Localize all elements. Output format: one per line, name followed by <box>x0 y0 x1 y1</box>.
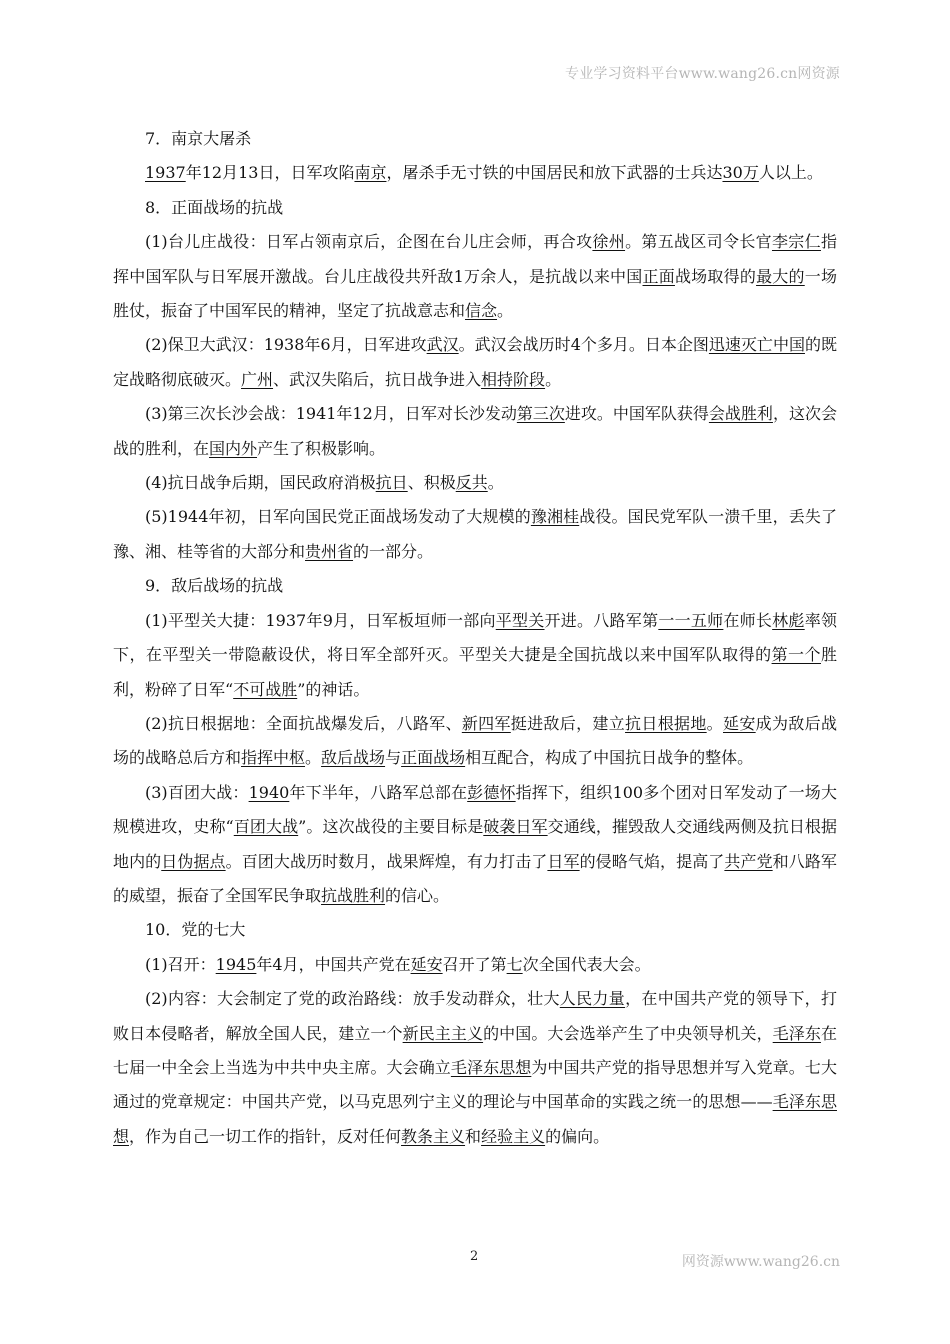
text-run: 一场胜仗，振奋了中国军民的精神，坚定了抗战意志和 <box>113 266 837 321</box>
text-run: 在师长 <box>723 610 773 630</box>
underlined-answer: 最大的 <box>756 266 805 286</box>
text-run: 。 <box>487 473 504 493</box>
underlined-answer: 毛泽东思想 <box>113 1092 837 1146</box>
text-run: 的侵略气焰，提高了 <box>579 851 725 871</box>
underlined-answer: 彭德怀 <box>467 782 516 802</box>
paragraph <box>113 604 837 707</box>
text-run: 挺进敌后，建立 <box>510 713 626 733</box>
underlined-answer: 正面战场 <box>401 748 466 768</box>
underlined-answer: 日伪据点 <box>161 851 226 871</box>
underlined-answer: 毛泽东 <box>772 1023 821 1043</box>
underlined-answer: 会战胜利 <box>708 404 773 424</box>
text-run: 和八路军的威望，振奋了全国军民争取 <box>113 851 837 905</box>
text-run: (1)台儿庄战役：日军占领南京后，企图在台儿庄会师，再合攻 <box>145 232 593 252</box>
text-run: 年4月，中国共产党在 <box>256 954 411 974</box>
text-run: 。第五战区司令长官 <box>625 232 772 252</box>
text-run: 。 <box>706 713 723 733</box>
underlined-answer: 李宗仁 <box>771 232 821 252</box>
underlined-answer: 破袭日军 <box>483 817 548 837</box>
text-run: 和 <box>465 1126 482 1146</box>
underlined-answer: 贵州省 <box>305 541 354 561</box>
paragraph <box>113 397 837 466</box>
text-run: 。 <box>305 748 322 768</box>
underlined-answer: 抗日 <box>375 473 408 493</box>
underlined-answer: 广州 <box>241 369 274 389</box>
underlined-answer: 正面 <box>642 266 675 286</box>
text-run: ，这次会战的胜利，在 <box>113 404 837 458</box>
paragraph <box>113 948 837 982</box>
underlined-answer: 毛泽东思想 <box>450 1057 532 1077</box>
underlined-answer: 一一五师 <box>658 610 724 630</box>
underlined-answer: 新四军 <box>461 713 511 733</box>
underlined-answer: 指挥中枢 <box>241 748 306 768</box>
text-run: 。 <box>545 369 562 389</box>
text-run: (3)百团大战： <box>145 782 249 802</box>
text-run: 指挥下，组织100多个团对日军发动了一场大规模进攻，史称“ <box>113 782 837 837</box>
underlined-answer: 延安 <box>723 713 756 733</box>
text-run: 、武汉失陷后，抗日战争进入 <box>273 369 482 389</box>
text-run: (2)内容：大会制定了党的政治路线：放手发动群众，壮大 <box>145 989 560 1009</box>
text-run: 。百团大战历时数月，战果辉煌，有力打击了 <box>225 851 548 871</box>
text-run: 交通线，摧毁敌人交通线两侧及抗日根据地内的 <box>113 817 837 871</box>
underlined-answer: 国内外 <box>209 438 258 458</box>
underlined-answer: 南京 <box>354 163 387 183</box>
text-run: 指挥中国军队与日军展开激战。台儿庄战役共歼敌1万余人，是抗战以来中国 <box>113 232 837 286</box>
underlined-answer: 第一个 <box>771 645 821 665</box>
underlined-answer: 抗战胜利 <box>321 885 386 905</box>
text-run: (3)第三次长沙会战：1941年12月，日军对长沙发动 <box>145 404 517 424</box>
paragraph <box>113 328 837 397</box>
text-run: 产生了积极影响。 <box>257 438 386 458</box>
text-run: 。 <box>497 301 514 321</box>
underlined-answer: 不可战胜 <box>233 679 298 699</box>
underlined-answer: 1937 <box>145 163 186 183</box>
underlined-answer: 1940 <box>248 782 290 802</box>
paragraph <box>113 225 837 328</box>
text-run: 进攻。中国军队获得 <box>564 404 709 424</box>
text-run: 。武汉会战历时4个多月。日本企图 <box>458 335 709 355</box>
text-run: 年下半年，八路军总部在 <box>289 782 468 802</box>
text-run: 人以上。 <box>758 163 823 183</box>
text-run: 与 <box>385 748 402 768</box>
underlined-answer: 相持阶段 <box>481 369 546 389</box>
text-run: 为中国共产党的指导思想并写入党章。七大通过的党章规定：中国共产党，以马克思列宁主义的理论与中国革命的实践之统一的思想—— <box>113 1057 837 1112</box>
underlined-answer: 徐州 <box>592 232 626 252</box>
underlined-answer: 百团大战 <box>233 817 299 837</box>
text-run: ，屠杀手无寸铁的中国居民和放下武器的士兵达 <box>386 163 723 183</box>
text-run: (1)召开： <box>145 954 216 974</box>
underlined-answer: 延安 <box>410 954 443 974</box>
text-run: (2)保卫大武汉：1938年6月，日军进攻 <box>145 335 427 355</box>
text-run: (1)平型关大捷：1937年9月，日军板垣师一部向 <box>145 610 496 630</box>
paragraph <box>113 982 837 1154</box>
text-run: 的一部分。 <box>353 541 434 561</box>
paragraph <box>113 707 837 776</box>
underlined-answer: 迅速灭亡中国 <box>708 335 805 355</box>
underlined-answer: 新民主主义 <box>402 1023 484 1043</box>
underlined-answer: 教条主义 <box>401 1126 466 1146</box>
text-run: 的中国。大会选举产生了中央领导机关， <box>483 1023 773 1043</box>
text-run: 、积极 <box>407 473 456 493</box>
document-body <box>113 122 837 1154</box>
text-run: 在七届一中全会上当选为中共中央主席。大会确立 <box>113 1023 837 1077</box>
text-run: 的既定战略彻底破灭。 <box>113 335 837 389</box>
paragraph <box>113 156 837 190</box>
page-number: 2 <box>470 1249 479 1264</box>
text-run: ，作为自己一切工作的指针，反对任何 <box>129 1126 402 1146</box>
underlined-answer: 豫湘桂 <box>530 507 580 527</box>
underlined-answer: 反共 <box>455 473 488 493</box>
text-run: (4)抗日战争后期，国民政府消极 <box>145 473 376 493</box>
underlined-answer: 经验主义 <box>481 1126 546 1146</box>
underlined-answer: 七 <box>506 954 523 974</box>
underlined-answer: 林彪 <box>772 610 805 630</box>
underlined-answer: 30万 <box>722 163 759 183</box>
text-run: 的信心。 <box>385 885 450 905</box>
text-run: 胜利，粉碎了日军“ <box>113 645 837 699</box>
underlined-answer: 1945 <box>215 954 257 974</box>
text-run: 召开了第 <box>442 954 507 974</box>
section-heading: 8．正面战场的抗战 <box>145 197 284 217</box>
header-watermark: 专业学习资料平台www.wang26.cn网资源 <box>565 66 840 82</box>
underlined-answer: 信念 <box>465 301 498 321</box>
paragraph <box>113 466 837 500</box>
paragraph <box>113 500 837 569</box>
underlined-answer: 第三次 <box>516 404 565 424</box>
text-run: 的偏向。 <box>545 1126 610 1146</box>
text-run: 战役。国民党军队一溃千里，丢失了豫、湘、桂等省的大部分和 <box>113 507 837 561</box>
paragraph <box>113 776 837 914</box>
text-run: 相互配合，构成了中国抗日战争的整体。 <box>465 748 754 768</box>
footer-watermark: 网资源www.wang26.cn <box>681 1254 840 1270</box>
section-heading: 9．敌后战场的抗战 <box>145 576 284 596</box>
underlined-answer: 日军 <box>547 851 580 871</box>
text-run: 率领下，在平型关一带隐蔽设伏，将日军全部歼灭。平型关大捷是全国抗战以来中国军队取得的 <box>113 610 837 665</box>
text-run: ，在中国共产党的领导下，打败日本侵略者，解放全国人民，建立一个 <box>113 989 837 1043</box>
underlined-answer: 共产党 <box>724 851 773 871</box>
underlined-answer: 敌后战场 <box>321 748 386 768</box>
section-heading: 10．党的七大 <box>145 920 246 940</box>
underlined-answer: 平型关 <box>495 610 545 630</box>
underlined-answer: 武汉 <box>426 335 459 355</box>
text-run: 成为敌后战场的战略总后方和 <box>113 713 837 768</box>
text-run: ”。这次战役的主要目标是 <box>298 817 484 837</box>
text-run: (2)抗日根据地：全面抗战爆发后，八路军、 <box>145 713 462 733</box>
text-run: 次全国代表大会。 <box>522 954 651 974</box>
text-run: 年12月13日，日军攻陷 <box>185 163 355 183</box>
text-run: 开进。八路军第 <box>544 610 659 630</box>
underlined-answer: 人民力量 <box>559 989 626 1009</box>
text-run: ”的神话。 <box>297 679 370 699</box>
underlined-answer: 抗日根据地 <box>625 713 707 733</box>
section-heading: 7．南京大屠杀 <box>145 129 252 148</box>
text-run: 战场取得的 <box>674 266 757 286</box>
text-run: (5)1944年初，日军向国民党正面战场发动了大规模的 <box>145 507 531 527</box>
